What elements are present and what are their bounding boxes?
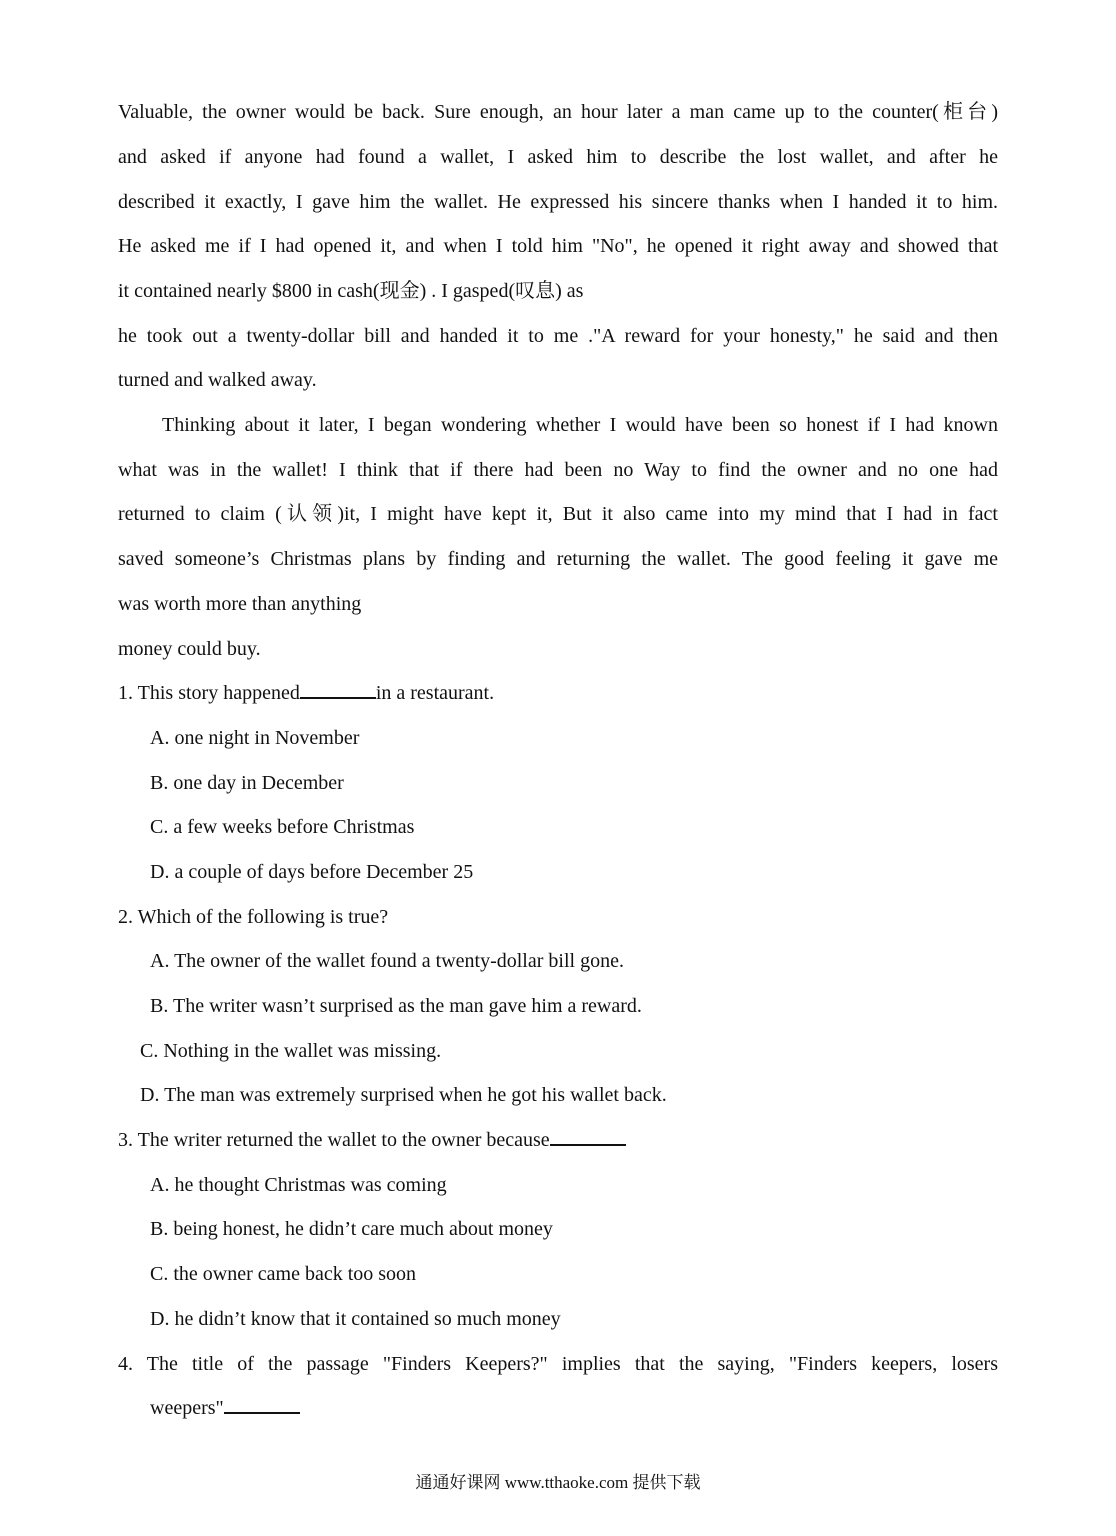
question-stem — [118, 678, 998, 708]
answer-blank — [224, 1394, 300, 1414]
answer-blank — [550, 1126, 626, 1146]
option-a: A. The owner of the wallet found a twenty-dollar bill gone. — [150, 950, 624, 972]
question-stem-continuation — [150, 1393, 990, 1423]
passage-line: was worth more than anything — [118, 593, 362, 615]
question-stem: 2. Which of the following is true? — [118, 906, 389, 928]
question-stem-text: 1. This story happened — [118, 682, 300, 704]
passage-line: saved someone’s Christmas plans by finding and returning the wallet. The good feeling it gave me — [118, 548, 998, 570]
question-stem-text: weepers" — [150, 1397, 224, 1419]
option-c: C. a few weeks before Christmas — [150, 816, 415, 838]
option-b: B. The writer wasn’t surprised as the man gave him a reward. — [150, 995, 642, 1017]
option-d: D. The man was extremely surprised when he got his wallet back. — [140, 1084, 667, 1106]
passage-line: Valuable, the owner would be back. Sure enough, an hour later a man came up to the counter(柜台) — [118, 101, 998, 123]
passage-line: what was in the wallet! I think that if there had been no Way to find the owner and no one had — [118, 459, 998, 481]
passage-line: He asked me if I had opened it, and when I told him "No", he opened it right away and showed that — [118, 235, 998, 257]
option-a: A. he thought Christmas was coming — [150, 1174, 447, 1196]
passage-line: he took out a twenty-dollar bill and handed it to me ."A reward for your honesty," he said and then — [118, 325, 998, 347]
passage-line: it contained nearly $800 in cash(现金) . I gasped(叹息) as — [118, 280, 584, 302]
option-d: D. a couple of days before December 25 — [150, 861, 474, 883]
passage-line: and asked if anyone had found a wallet, I asked him to describe the lost wallet, and after he — [118, 146, 998, 168]
option-b: B. one day in December — [150, 772, 344, 794]
passage-line: money could buy. — [118, 638, 261, 660]
passage-line: returned to claim (认领)it, I might have kept it, But it also came into my mind that I had in fact — [118, 503, 998, 525]
question-stem-text: in a restaurant. — [375, 682, 495, 704]
option-c: C. the owner came back too soon — [150, 1263, 417, 1285]
option-c: C. Nothing in the wallet was missing. — [140, 1040, 442, 1062]
page-footer: 通通好课网 www.tthaoke.com 提供下载 — [415, 1473, 701, 1492]
passage-line: described it exactly, I gave him the wallet. He expressed his sincere thanks when I handed it to him. — [118, 191, 998, 213]
passage-paragraph-start: Thinking about it later, I began wondering whether I would have been so honest if I had known — [162, 414, 998, 436]
option-a: A. one night in November — [150, 727, 360, 749]
passage-line: turned and walked away. — [118, 369, 317, 391]
question-stem-text: 3. The writer returned the wallet to the owner because — [118, 1129, 550, 1151]
question-stem: 4. The title of the passage "Finders Keepers?" implies that the saying, "Finders keepers, losers — [118, 1353, 998, 1375]
answer-blank — [300, 679, 376, 699]
question-stem — [118, 1125, 998, 1155]
option-d: D. he didn’t know that it contained so much money — [150, 1308, 561, 1330]
option-b: B. being honest, he didn’t care much about money — [150, 1218, 553, 1240]
